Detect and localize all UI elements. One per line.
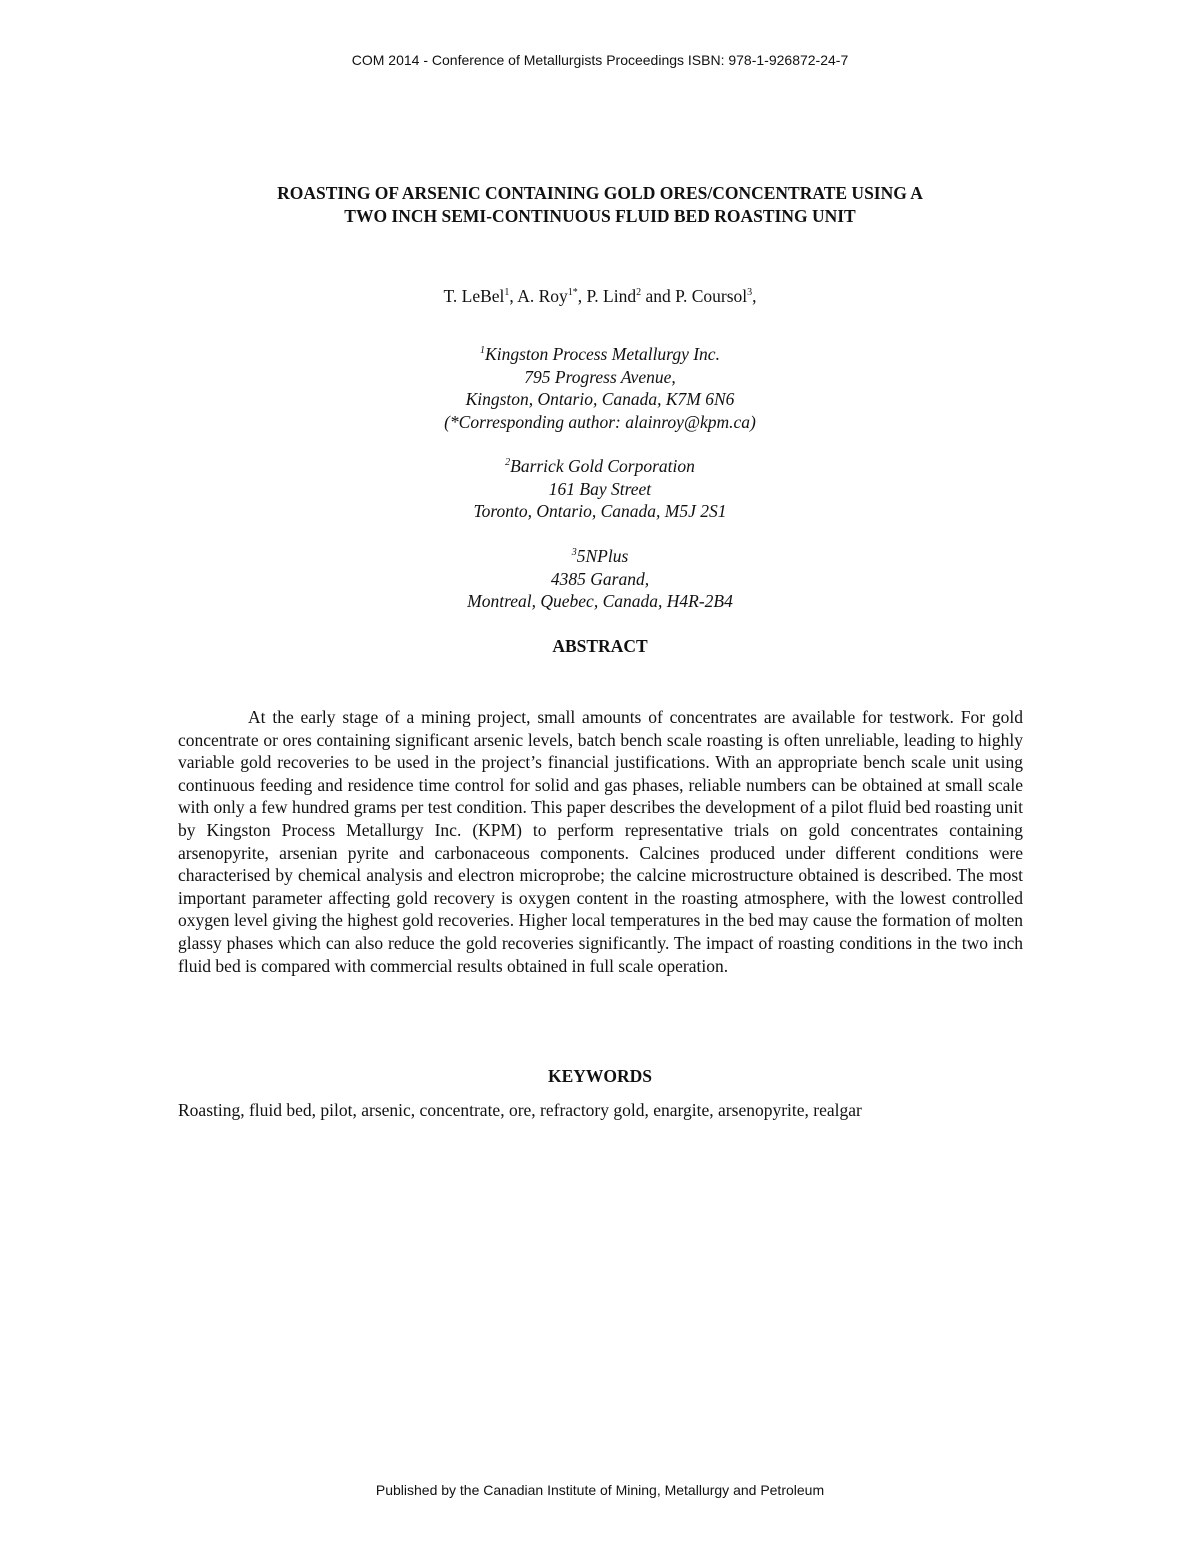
corresponding-author: (*Corresponding author: alainroy@kpm.ca): [444, 411, 756, 432]
author-list: T. LeBel$^1$, A. Roy$^{1*}$, P. Lind$^2$ and P. Coursol$^3$,: [443, 286, 757, 306]
author: A. Roy$^{1*}$: [517, 286, 578, 306]
author: P. Coursol$^3$: [675, 286, 753, 306]
author: P. Lind$^2$: [586, 286, 642, 306]
abstract-text: At the early stage of a mining project, small amounts of concentrates are available for testwork. For gold concentrate or ores containing significant arsenic levels, batch bench scale roasting is often unreliable, leading to highly variable gold recoveries to be used in the project’s financial justifications. With an appropriate bench scale unit using continuous feeding and residence time control for solid and gas phases, reliable numbers can be obtained at small scale with only a few hundred grams per test condition. This paper describes the development of a pilot fluid bed roasting unit by Kingston Process Metallurgy Inc. (KPM) to perform representative trials on gold concentrates containing arsenopyrite, arsenian pyrite and carbonaceous components. Calcines produced under different conditions were characterised by chemical analysis and electron microprobe; the calcine microstructure obtained is described. The most important parameter affecting gold recovery is oxygen content in the roasting atmosphere, with the lowest controlled oxygen level giving the highest gold recoveries. Higher local temperatures in the bed may cause the formation of molten glassy phases which can also reduce the gold recoveries significantly. The impact of roasting conditions in the two inch fluid bed is compared with commercial results obtained in full scale operation.: [178, 707, 1023, 976]
keywords-text: Roasting, fluid bed, pilot, arsenic, concentrate, ore, refractory gold, enargite, arsenopyrite, realgar: [178, 1100, 862, 1120]
affiliation-1: $^1$Kingston Process Metallurgy Inc. 795 Progress Avenue, Kingston, Ontario, Canada, K7M 6N6 (*Corresponding author: alainroy@kpm.ca): [0, 343, 1200, 433]
paper-title: [160, 182, 1040, 228]
abstract-heading: ABSTRACT: [552, 636, 648, 656]
keywords-heading: KEYWORDS: [547, 1066, 653, 1086]
running-header: COM 2014 - Conference of Metallurgists Proceedings ISBN: 978-1-926872-24-7: [351, 52, 849, 68]
affiliation-2: $^2$Barrick Gold Corporation 161 Bay Street Toronto, Ontario, Canada, M5J 2S1: [473, 456, 727, 521]
publisher-footer: Published by the Canadian Institute of Mining, Metallurgy and Petroleum: [375, 1482, 825, 1498]
affiliation-3: $^3$5NPlus 4385 Garand, Montreal, Quebec, Canada, H4R-2B4: [467, 546, 733, 611]
author: T. LeBel$^1$: [443, 286, 510, 306]
title-line-2: TWO INCH SEMI-CONTINUOUS FLUID BED ROASTING UNIT: [344, 206, 856, 226]
title-line-1: ROASTING OF ARSENIC CONTAINING GOLD ORES/CONCENTRATE USING A: [277, 183, 923, 203]
